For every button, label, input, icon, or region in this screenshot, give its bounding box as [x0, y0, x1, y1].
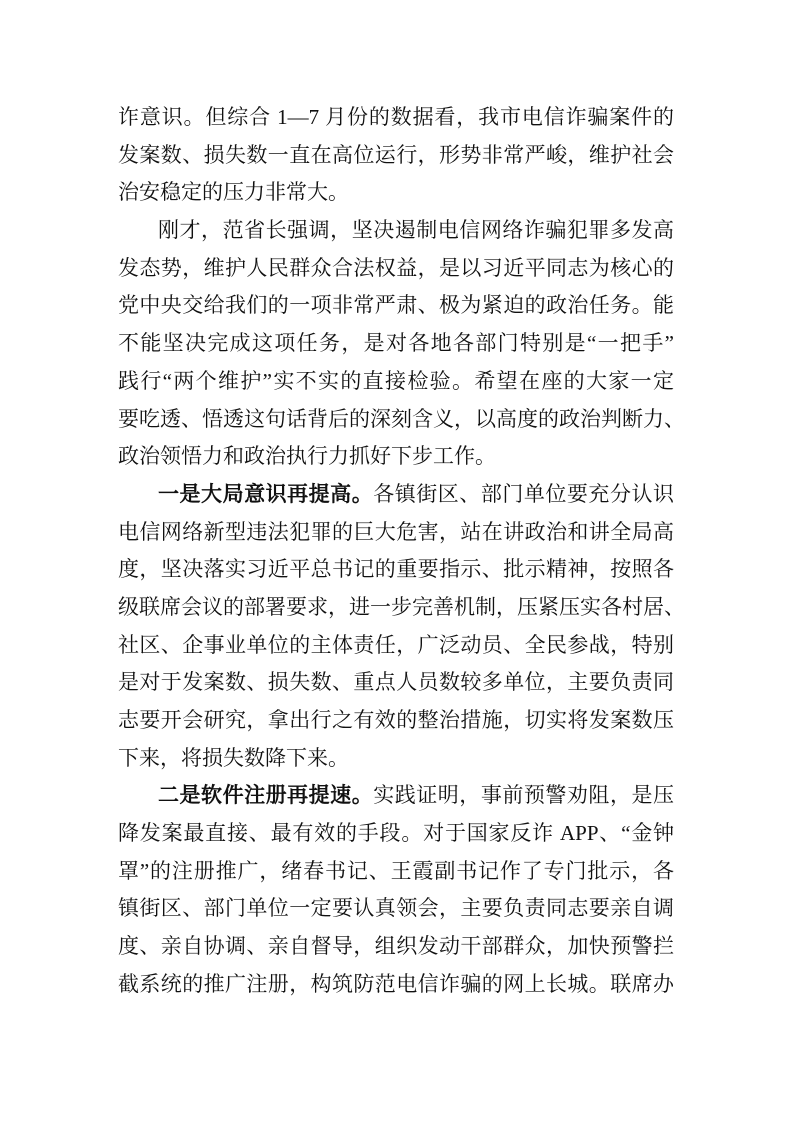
text-segment: 社区、企事业单位的主体责任，广泛动员、全民参战，特别 [118, 632, 674, 657]
text-line [118, 740, 674, 778]
text-line [118, 325, 674, 363]
text-line [118, 702, 674, 740]
text-line [118, 401, 685, 439]
text-line [118, 890, 674, 928]
paragraph [118, 476, 685, 778]
text-line [118, 476, 674, 514]
text-line [118, 438, 674, 476]
text-segment: 发态势，维护人民群众合法权益，是以习近平同志为核心的 [118, 255, 674, 280]
text-segment: 度，坚决落实习近平总书记的重要指示、批示精神，按照各 [118, 557, 674, 582]
text-segment: 治安稳定的压力非常大。 [118, 180, 349, 205]
text-segment: 实践证明，事前预警劝阻，是压 [373, 783, 675, 808]
text-segment: 电信网络新型违法犯罪的巨大危害，站在讲政治和讲全局高 [118, 519, 674, 544]
text-segment: 要吃透、悟透这句话背后的深刻含义，以高度的政治判断力、 [118, 406, 685, 431]
text-line [118, 551, 674, 589]
text-segment: 政治领悟力和政治执行力抓好下步工作。 [118, 444, 496, 469]
text-line [118, 589, 685, 627]
paragraph [118, 212, 685, 476]
text-line [118, 777, 674, 815]
text-segment: 下来，将损失数降下来。 [118, 745, 349, 770]
text-line [118, 664, 674, 702]
text-line [118, 966, 674, 1004]
text-line [118, 99, 674, 137]
text-line [118, 815, 674, 853]
text-segment: 刚才，范省长强调，坚决遏制电信网络诈骗犯罪多发高 [158, 218, 674, 243]
text-segment: 各镇街区、部门单位要充分认识 [373, 481, 675, 506]
text-line [118, 250, 674, 288]
text-line [118, 174, 674, 212]
text-segment: 是对于发案数、损失数、重点人员数较多单位，主要负责同 [118, 670, 674, 695]
paragraph [118, 99, 674, 212]
text-line [118, 212, 674, 250]
text-segment: 不能坚决完成这项任务，是对各地各部门特别是“一把手” [118, 331, 674, 356]
text-line [118, 137, 674, 175]
bold-heading-text: 一是大局意识再提高。 [158, 481, 374, 506]
text-line [118, 363, 674, 401]
text-line [118, 928, 674, 966]
text-segment: 级联席会议的部署要求，进一步完善机制，压紧压实各村居、 [118, 594, 685, 619]
text-segment: 度、亲自协调、亲自督导，组织发动干部群众，加快预警拦 [118, 934, 674, 959]
text-segment: 志要开会研究，拿出行之有效的整治措施，切实将发案数压 [118, 708, 674, 732]
bold-heading-text: 二是软件注册再提速。 [158, 783, 374, 808]
text-segment: 发案数、损失数一直在高位运行，形势非常严峻，维护社会 [118, 142, 674, 167]
text-line [118, 514, 674, 552]
text-segment: 截系统的推广注册，构筑防范电信诈骗的网上长城。联席办 [118, 971, 674, 996]
document-body [118, 99, 685, 1004]
text-segment: 镇街区、部门单位一定要认真领会，主要负责同志要亲自调 [118, 896, 674, 921]
text-segment: 降发案最直接、最有效的手段。对于国家反诈 APP、“金钟 [118, 821, 674, 846]
text-segment: 践行“两个维护”实不实的直接检验。希望在座的大家一定 [118, 368, 674, 393]
text-line [118, 287, 674, 325]
text-line [118, 627, 674, 665]
text-line [118, 853, 674, 891]
text-segment: 诈意识。但综合 1—7 月份的数据看，我市电信诈骗案件的 [118, 105, 674, 129]
paragraph [118, 777, 674, 1003]
text-segment: 党中央交给我们的一项非常严肃、极为紧迫的政治任务。能 [118, 293, 674, 318]
text-segment: 罩”的注册推广，绪春书记、王霞副书记作了专门批示，各 [118, 858, 674, 883]
